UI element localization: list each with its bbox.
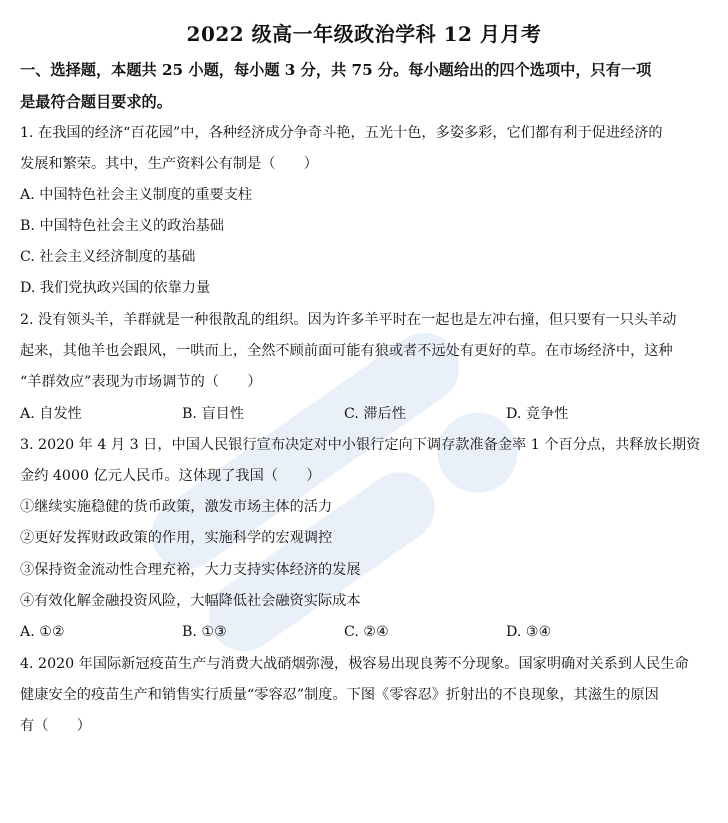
q1-option-c: C. 社会主义经济制度的基础 <box>20 249 196 265</box>
q3-option-c: C. ②④ <box>344 624 389 640</box>
q3-option-b: B. ①③ <box>182 624 227 640</box>
q1-option-b: B. 中国特色社会主义的政治基础 <box>20 218 224 234</box>
page-title: 2022 级高一年级政治学科 12 月月考 <box>186 22 542 46</box>
q1-option-d: D. 我们党执政兴国的依靠力量 <box>20 280 211 296</box>
q3-stem-line2: 金约 4000 亿元人民币。这体现了我国（ ） <box>20 468 321 484</box>
q4-stem-line2: 健康安全的疫苗生产和销售实行质量“零容忍”制度。下图《零容忍》折射出的不良现象，其滋生的原因 <box>20 687 659 703</box>
q4-stem-line3: 有（ ） <box>20 718 91 734</box>
q1-stem-line1: 1. 在我国的经济“百花园”中，各种经济成分争奇斗艳，五光十色，多姿多彩，它们都有利于促进经济的 <box>20 125 663 141</box>
q2-option-a: A. 自发性 <box>20 406 82 422</box>
q3-statement-4: ④有效化解金融投资风险，大幅降低社会融资实际成本 <box>20 593 361 609</box>
q4-stem-line1: 4. 2020 年国际新冠疫苗生产与消费大战硝烟弥漫，极容易出现良莠不分现象。国家明确对关系到人民生命 <box>20 656 689 672</box>
q2-option-d: D. 竞争性 <box>506 406 569 422</box>
q3-statement-2: ②更好发挥财政政策的作用，实施科学的宏观调控 <box>20 530 333 546</box>
q2-stem-line1: 2. 没有领头羊，羊群就是一种很散乱的组织。因为许多羊平时在一起也是左冲右撞，但只要有一只头羊动 <box>20 312 677 328</box>
q3-statement-1: ①继续实施稳健的货币政策，激发市场主体的活力 <box>20 499 333 515</box>
q1-option-a: A. 中国特色社会主义制度的重要支柱 <box>20 187 253 203</box>
q1-stem-line2: 发展和繁荣。其中，生产资料公有制是（ ） <box>20 156 318 172</box>
q2-option-c: C. 滞后性 <box>344 406 406 422</box>
q2-option-b: B. 盲目性 <box>182 406 245 422</box>
section-heading-line1: 一、选择题，本题共 25 小题，每小题 3 分，共 75 分。每小题给出的四个选项中，只有一项 <box>20 61 652 79</box>
q2-stem-line2: 起来，其他羊也会跟风，一哄而上，全然不顾前面可能有狼或者不远处有更好的草。在市场经济中，这种 <box>20 343 673 359</box>
watermark-text: YIDIANTOU.COM <box>322 485 414 605</box>
q3-stem-line1: 3. 2020 年 4 月 3 日，中国人民银行宣布决定对中小银行定向下调存款准备金率 1 个百分点，共释放长期资 <box>20 437 701 453</box>
q3-option-d: D. ③④ <box>506 624 552 640</box>
section-heading-line2: 是最符合题目要求的。 <box>20 93 172 111</box>
q2-stem-line3: “羊群效应”表现为市场调节的（ ） <box>20 374 262 390</box>
q3-statement-3: ③保持资金流动性合理充裕，大力支持实体经济的发展 <box>20 562 361 578</box>
q3-option-a: A. ①② <box>20 624 65 640</box>
